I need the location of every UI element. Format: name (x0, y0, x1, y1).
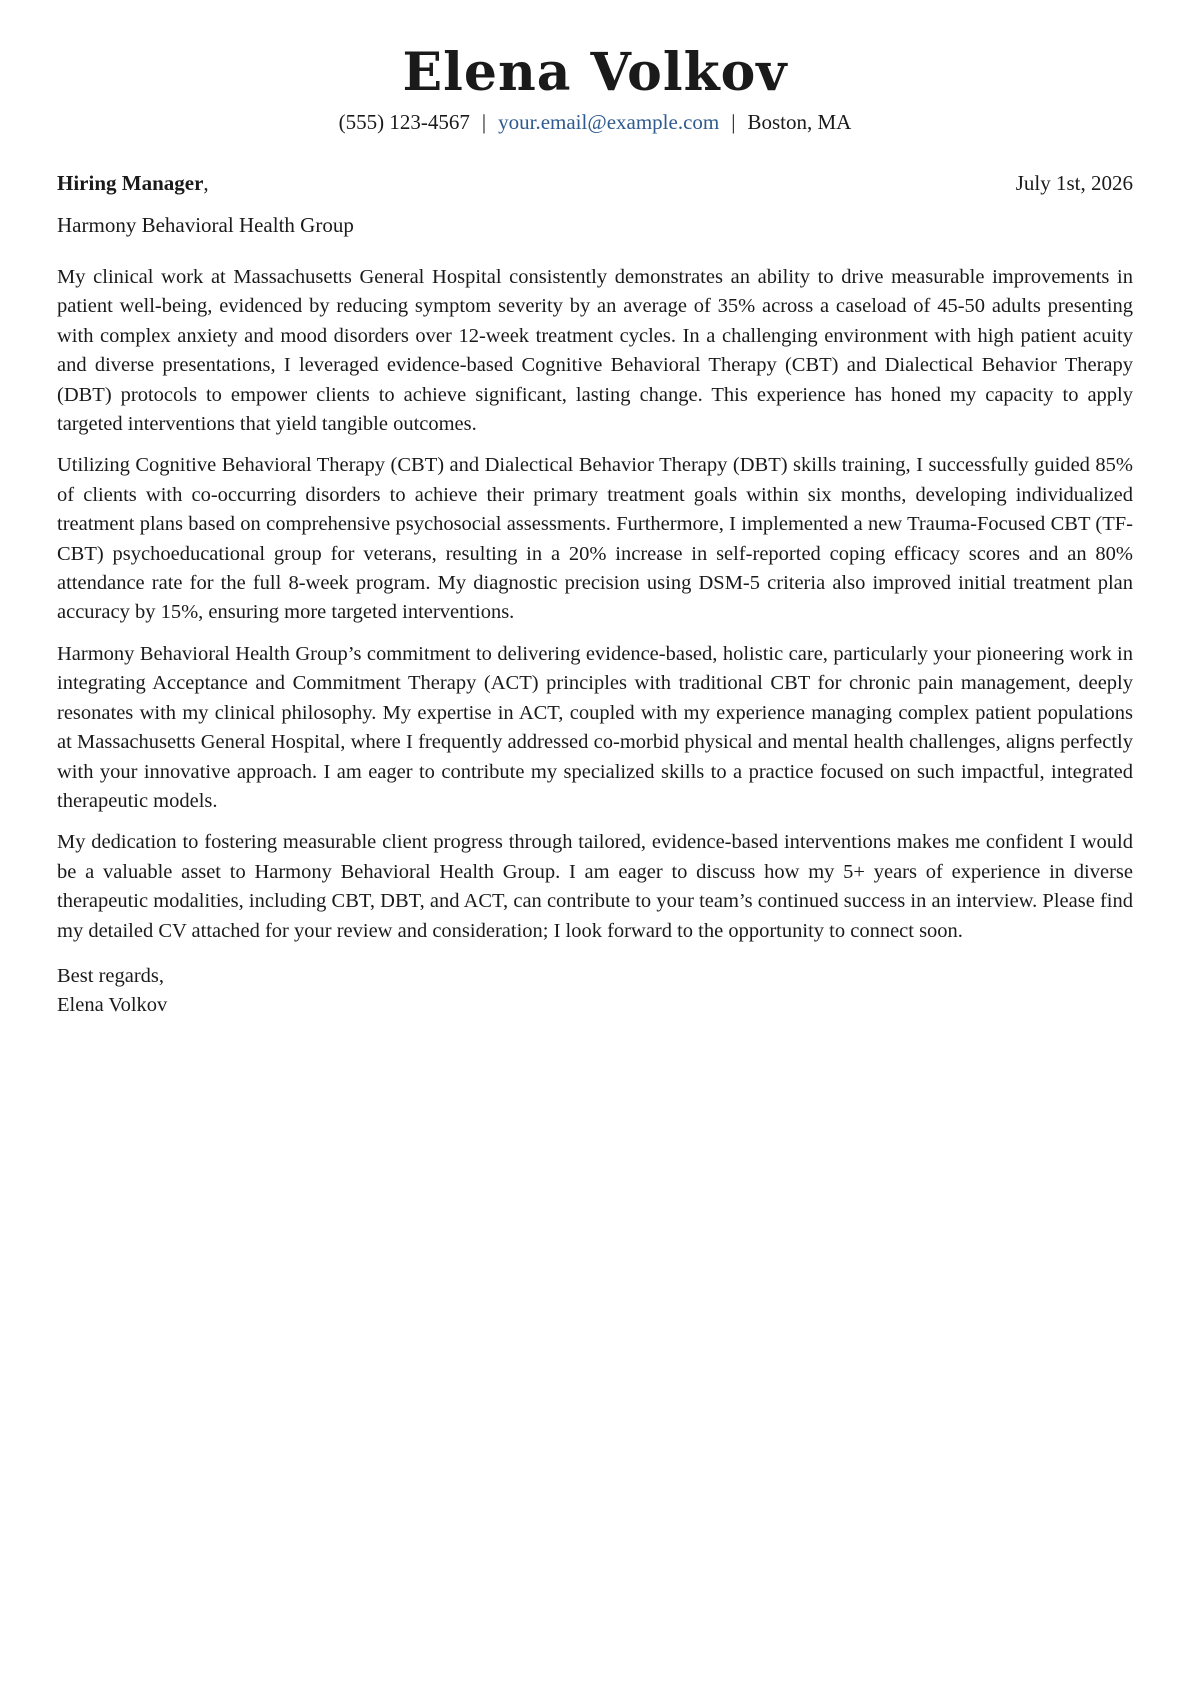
body-paragraph: My dedication to fostering measurable client progress through tailored, evidence-based interventions makes me confident I would be a valuable asset to Harmony Behavioral Health Group. I am eager to discuss how my 5+ years of experience in diverse therapeutic modalities, including CBT, DBT, and ACT, can contribute to your team’s continued success in an interview. Please find my detailed CV attached for your review and consideration; I look forward to the opportunity to connect soon. (57, 831, 1133, 942)
closing-salutation: Best regards, (57, 964, 165, 987)
email-link[interactable]: your.email@example.com (498, 110, 720, 134)
letter-body (57, 263, 1133, 946)
body-paragraph: My clinical work at Massachusetts General Hospital consistently demonstrates an ability to drive measurable improvements in patient well-being, evidenced by reducing symptom severity by an average of 35% across a caseload of 45-50 adults presenting with complex anxiety and mood disorders over 12-week treatment cycles. In a challenging environment with high patient acuity and diverse presentations, I leveraged evidence-based Cognitive Behavioral Therapy (CBT) and Dialectical Behavior Therapy (DBT) protocols to empower clients to achieve significant, lasting change. This experience has honed my capacity to apply targeted interventions that yield tangible outcomes. (57, 266, 1133, 436)
recipient-greeting (57, 168, 209, 198)
contact-separator: | (731, 110, 736, 134)
recipient-company: Harmony Behavioral Health Group (57, 213, 354, 237)
contact-separator: | (481, 110, 487, 134)
location: Boston, MA (747, 110, 852, 134)
recipient-date-row (57, 168, 1133, 198)
applicant-name: Elena Volkov (402, 42, 788, 103)
letter-closing (57, 962, 1133, 1021)
cover-letter (57, 40, 1133, 1021)
recipient-name-suffix: , (203, 171, 209, 195)
body-paragraph: Utilizing Cognitive Behavioral Therapy (CBT) and Dialectical Behavior Therapy (DBT) skills training, I successfully guided 85% of clients with co-occurring disorders to achieve their primary treatment goals within six months, developing individualized treatment plans based on comprehensive psychosocial assessments. Furthermore, I implemented a new Trauma-Focused CBT (TF-CBT) psychoeducational group for veterans, resulting in a 20% increase in self-reported coping efficacy scores and an 80% attendance rate for the full 8-week program. My diagnostic precision using DSM-5 criteria also improved initial treatment plan accuracy by 15%, ensuring more targeted interventions. (57, 454, 1133, 624)
letter-date: July 1st, 2026 (1015, 171, 1133, 195)
recipient-name: Hiring Manager (57, 171, 204, 195)
closing-signature: Elena Volkov (57, 994, 168, 1017)
contact-line (57, 108, 1133, 136)
phone-number: (555) 123-4567 (338, 110, 470, 134)
body-paragraph: Harmony Behavioral Health Group’s commitment to delivering evidence-based, holistic care, particularly your pioneering work in integrating Acceptance and Commitment Therapy (ACT) principles with traditional CBT for chronic pain management, deeply resonates with my clinical philosophy. My expertise in ACT, coupled with my experience managing complex patient populations at Massachusetts General Hospital, where I frequently addressed co-morbid physical and mental health challenges, aligns perfectly with your innovative approach. I am eager to contribute my specialized skills to a practice focused on such impactful, integrated therapeutic models. (57, 642, 1133, 812)
